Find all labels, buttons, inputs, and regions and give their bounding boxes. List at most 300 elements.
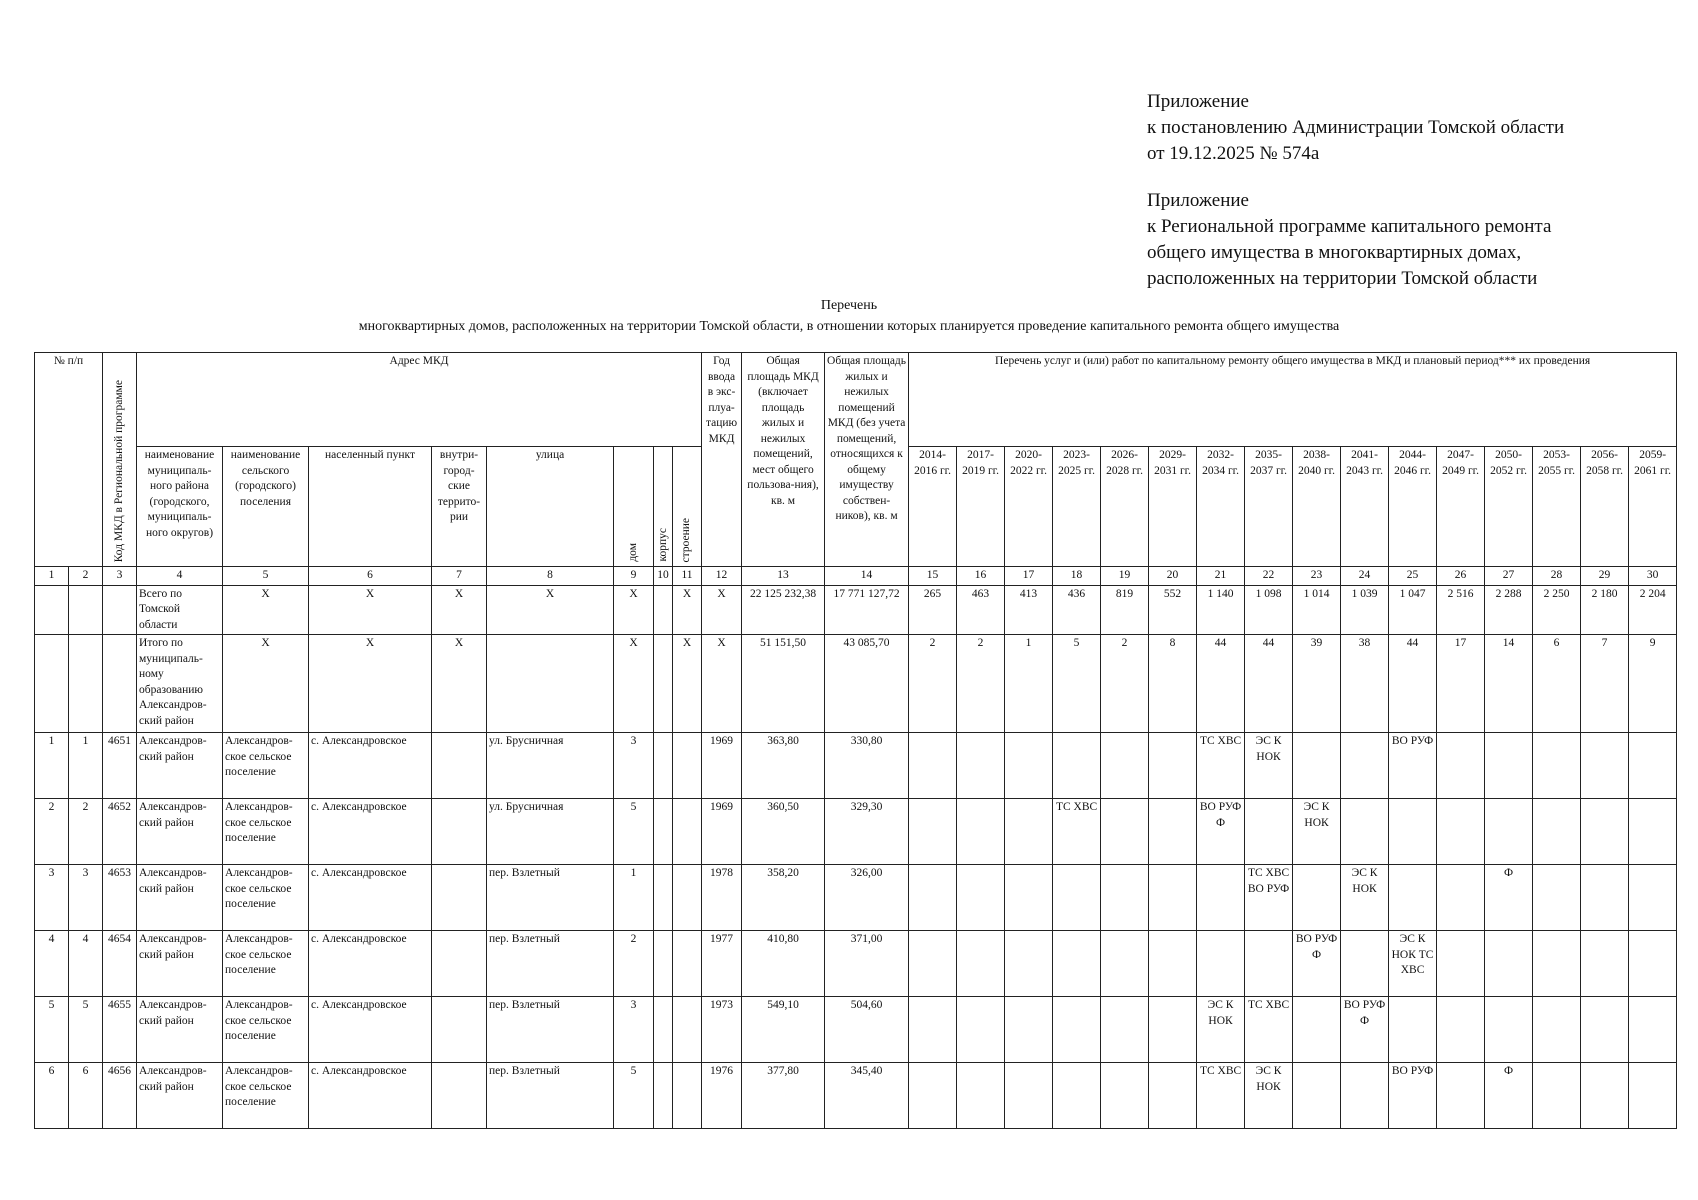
col-header-period: 2050-2052 гг. xyxy=(1485,447,1533,567)
work-types: ЭС К НОК xyxy=(1245,733,1293,799)
building xyxy=(673,733,702,799)
work-types: ЭС К НОК xyxy=(1197,997,1245,1063)
x-mark: X xyxy=(432,635,487,733)
work-types xyxy=(1533,733,1581,799)
col-header-address: Адрес МКД xyxy=(137,353,702,447)
period-count: 413 xyxy=(1005,585,1053,635)
work-types xyxy=(1005,1063,1053,1129)
work-types xyxy=(1533,1063,1581,1129)
col-header-building-text: строение xyxy=(680,517,693,562)
work-types xyxy=(1197,931,1245,997)
col-header-period: 2035-2037 гг. xyxy=(1245,447,1293,567)
work-types xyxy=(957,997,1005,1063)
table-row xyxy=(35,865,1677,931)
house-number: 5 xyxy=(614,799,654,865)
work-types xyxy=(1053,865,1101,931)
col-header-period: 2047-2049 гг. xyxy=(1437,447,1485,567)
work-types xyxy=(1629,865,1677,931)
work-types xyxy=(1581,1063,1629,1129)
period-count: 819 xyxy=(1101,585,1149,635)
area-total: 363,80 xyxy=(742,733,825,799)
work-types: ВО РУФ Ф xyxy=(1197,799,1245,865)
table-cell xyxy=(69,585,103,635)
work-types xyxy=(1533,997,1581,1063)
korpus xyxy=(654,1063,673,1129)
header-line: Приложение xyxy=(1147,91,1249,112)
korpus xyxy=(654,997,673,1063)
area-living: 43 085,70 xyxy=(825,635,909,733)
col-header-area-living: Общая площадь жилых и нежилых помещений МКД (без учета помещений, относящихся к общему имуществу собствен-ников), кв. м xyxy=(825,353,909,567)
municipality: Александров-ский район xyxy=(137,865,223,931)
work-types xyxy=(1389,799,1437,865)
column-number: 7 xyxy=(432,567,487,586)
header-line: Приложение xyxy=(1147,190,1249,211)
header-line: к постановлению Администрации Томской области xyxy=(1147,117,1565,138)
column-number: 27 xyxy=(1485,567,1533,586)
street: пер. Взлетный xyxy=(487,997,614,1063)
settlement: Александров-ское сельское поселение xyxy=(223,997,309,1063)
period-count: 2 204 xyxy=(1629,585,1677,635)
period-count: 1 xyxy=(1005,635,1053,733)
work-types xyxy=(1533,799,1581,865)
work-types: ЭС К НОК xyxy=(1245,1063,1293,1129)
col-header-period: 2059-2061 гг. xyxy=(1629,447,1677,567)
col-header-period: 2056-2058 гг. xyxy=(1581,447,1629,567)
work-types xyxy=(1629,1063,1677,1129)
col-header-period: 2041-2043 гг. xyxy=(1341,447,1389,567)
locality: с. Александровское xyxy=(309,799,432,865)
settlement: Александров-ское сельское поселение xyxy=(223,931,309,997)
header-line: расположенных на территории Томской области xyxy=(1147,268,1538,289)
col-header-period: 2044-2046 гг. xyxy=(1389,447,1437,567)
area-living: 330,80 xyxy=(825,733,909,799)
area-total: 410,80 xyxy=(742,931,825,997)
period-count: 1 098 xyxy=(1245,585,1293,635)
work-types xyxy=(1437,1063,1485,1129)
column-number: 17 xyxy=(1005,567,1053,586)
col-header-house xyxy=(614,447,654,567)
column-number: 26 xyxy=(1437,567,1485,586)
municipality: Александров-ский район xyxy=(137,799,223,865)
period-count: 265 xyxy=(909,585,957,635)
intracity-territory xyxy=(432,865,487,931)
work-types xyxy=(1149,997,1197,1063)
work-types xyxy=(1197,865,1245,931)
period-count: 14 xyxy=(1485,635,1533,733)
col-header-korpus-text: корпус xyxy=(657,528,670,562)
work-types xyxy=(1341,931,1389,997)
work-types: ТС ХВС xyxy=(1197,1063,1245,1129)
document-title: Перечень xyxy=(820,298,878,313)
street: ул. Брусничная xyxy=(487,799,614,865)
work-types xyxy=(1293,733,1341,799)
work-types xyxy=(957,799,1005,865)
row-label: Итого по муниципаль-ному образованию Александров-ский район xyxy=(137,635,223,733)
area-living: 345,40 xyxy=(825,1063,909,1129)
column-number: 9 xyxy=(614,567,654,586)
column-number: 22 xyxy=(1245,567,1293,586)
area-living: 17 771 127,72 xyxy=(825,585,909,635)
work-types: Ф xyxy=(1485,865,1533,931)
work-types xyxy=(909,733,957,799)
work-types xyxy=(1101,865,1149,931)
x-mark: X xyxy=(223,635,309,733)
work-types xyxy=(1581,931,1629,997)
work-types xyxy=(957,1063,1005,1129)
period-count: 5 xyxy=(1053,635,1101,733)
x-mark: X xyxy=(487,585,614,635)
intracity-territory xyxy=(432,733,487,799)
row-number: 6 xyxy=(35,1063,69,1129)
col-header-house-text: дом xyxy=(626,543,639,562)
header-line: к Региональной программе капитального ремонта xyxy=(1147,216,1552,237)
row-number: 1 xyxy=(69,733,103,799)
col-header-period: 2017-2019 гг. xyxy=(957,447,1005,567)
house-number: 5 xyxy=(614,1063,654,1129)
work-types xyxy=(1101,997,1149,1063)
work-types xyxy=(1101,1063,1149,1129)
work-types xyxy=(1437,931,1485,997)
col-header-num: № п/п xyxy=(35,353,103,567)
korpus xyxy=(654,865,673,931)
work-types xyxy=(909,931,957,997)
work-types xyxy=(1533,865,1581,931)
work-types xyxy=(1101,931,1149,997)
table-cell xyxy=(487,635,614,733)
korpus xyxy=(654,733,673,799)
settlement: Александров-ское сельское поселение xyxy=(223,733,309,799)
work-types xyxy=(1293,1063,1341,1129)
work-types xyxy=(1341,799,1389,865)
period-count: 2 288 xyxy=(1485,585,1533,635)
period-count: 463 xyxy=(957,585,1005,635)
house-code: 4654 xyxy=(103,931,137,997)
house-number: 1 xyxy=(614,865,654,931)
period-count: 2 xyxy=(909,635,957,733)
col-header-locality: населенный пункт xyxy=(309,447,432,567)
col-header-period: 2014-2016 гг. xyxy=(909,447,957,567)
period-count: 436 xyxy=(1053,585,1101,635)
row-number: 4 xyxy=(69,931,103,997)
work-types xyxy=(1149,865,1197,931)
korpus xyxy=(654,799,673,865)
work-types: ТС ХВС xyxy=(1245,997,1293,1063)
table-cell xyxy=(35,585,69,635)
work-types xyxy=(1293,997,1341,1063)
work-types xyxy=(1245,799,1293,865)
building xyxy=(673,1063,702,1129)
row-number: 5 xyxy=(69,997,103,1063)
work-types xyxy=(1437,799,1485,865)
x-mark: X xyxy=(673,635,702,733)
col-header-intracity: внутри-город-ские террито-рии xyxy=(432,447,487,567)
area-living: 329,30 xyxy=(825,799,909,865)
work-types xyxy=(1389,997,1437,1063)
period-count: 44 xyxy=(1389,635,1437,733)
work-types: ВО РУФ xyxy=(1389,1063,1437,1129)
work-types xyxy=(1629,733,1677,799)
table-cell xyxy=(654,635,673,733)
building xyxy=(673,799,702,865)
period-count: 17 xyxy=(1437,635,1485,733)
period-count: 2 250 xyxy=(1533,585,1581,635)
column-number: 21 xyxy=(1197,567,1245,586)
column-number: 11 xyxy=(673,567,702,586)
work-types xyxy=(1005,865,1053,931)
x-mark: X xyxy=(702,585,742,635)
column-number: 2 xyxy=(69,567,103,586)
work-types xyxy=(1053,931,1101,997)
locality: с. Александровское xyxy=(309,733,432,799)
area-total: 549,10 xyxy=(742,997,825,1063)
work-types xyxy=(1005,733,1053,799)
column-number: 24 xyxy=(1341,567,1389,586)
column-number: 3 xyxy=(103,567,137,586)
work-types xyxy=(1149,931,1197,997)
work-types xyxy=(1485,997,1533,1063)
street: пер. Взлетный xyxy=(487,1063,614,1129)
table-row xyxy=(35,733,1677,799)
settlement: Александров-ское сельское поселение xyxy=(223,799,309,865)
x-mark: X xyxy=(673,585,702,635)
col-header-period: 2020-2022 гг. xyxy=(1005,447,1053,567)
work-types: ЭС К НОК ТС ХВС xyxy=(1389,931,1437,997)
x-mark: X xyxy=(223,585,309,635)
period-count: 1 140 xyxy=(1197,585,1245,635)
work-types xyxy=(1101,799,1149,865)
area-living: 371,00 xyxy=(825,931,909,997)
column-number: 16 xyxy=(957,567,1005,586)
column-number: 10 xyxy=(654,567,673,586)
col-header-period: 2038-2040 гг. xyxy=(1293,447,1341,567)
work-types: ЭС К НОК xyxy=(1341,865,1389,931)
x-mark: X xyxy=(614,585,654,635)
work-types xyxy=(909,1063,957,1129)
column-number: 20 xyxy=(1149,567,1197,586)
x-mark: X xyxy=(432,585,487,635)
work-types xyxy=(1053,1063,1101,1129)
building xyxy=(673,865,702,931)
work-types xyxy=(1629,997,1677,1063)
column-number: 23 xyxy=(1293,567,1341,586)
commission-year: 1973 xyxy=(702,997,742,1063)
row-number: 1 xyxy=(35,733,69,799)
work-types xyxy=(1437,865,1485,931)
period-count: 1 047 xyxy=(1389,585,1437,635)
period-count: 44 xyxy=(1245,635,1293,733)
col-header-korpus xyxy=(654,447,673,567)
row-number: 3 xyxy=(69,865,103,931)
work-types xyxy=(1341,1063,1389,1129)
x-mark: X xyxy=(702,635,742,733)
municipality: Александров-ский район xyxy=(137,733,223,799)
work-types: ВО РУФ Ф xyxy=(1341,997,1389,1063)
appendix-header-resolution xyxy=(1147,89,1564,167)
work-types xyxy=(909,865,957,931)
work-types xyxy=(1437,733,1485,799)
intracity-territory xyxy=(432,931,487,997)
row-label: Всего по Томской области xyxy=(137,585,223,635)
column-number: 30 xyxy=(1629,567,1677,586)
column-number: 19 xyxy=(1101,567,1149,586)
column-number: 1 xyxy=(35,567,69,586)
building xyxy=(673,997,702,1063)
work-types xyxy=(1341,733,1389,799)
work-types xyxy=(1485,799,1533,865)
period-count: 1 039 xyxy=(1341,585,1389,635)
header-line: общего имущества в многоквартирных домах, xyxy=(1147,242,1522,263)
commission-year: 1969 xyxy=(702,799,742,865)
header-line: от 19.12.2025 № 574а xyxy=(1147,143,1320,164)
period-count: 2 xyxy=(1101,635,1149,733)
korpus xyxy=(654,931,673,997)
commission-year: 1976 xyxy=(702,1063,742,1129)
period-count: 7 xyxy=(1581,635,1629,733)
street: пер. Взлетный xyxy=(487,931,614,997)
work-types xyxy=(1629,799,1677,865)
table-row xyxy=(35,997,1677,1063)
total-row xyxy=(35,585,1677,635)
building xyxy=(673,931,702,997)
period-count: 38 xyxy=(1341,635,1389,733)
column-number: 25 xyxy=(1389,567,1437,586)
col-header-period: 2029-2031 гг. xyxy=(1149,447,1197,567)
work-types xyxy=(1485,931,1533,997)
commission-year: 1977 xyxy=(702,931,742,997)
row-number: 2 xyxy=(35,799,69,865)
work-types xyxy=(1581,799,1629,865)
work-types: ТС ХВС xyxy=(1053,799,1101,865)
work-types xyxy=(1581,733,1629,799)
work-types: ВО РУФ xyxy=(1389,733,1437,799)
document-subtitle: многоквартирных домов, расположенных на территории Томской области, в отношении которых планируется проведение капитального ремонта общего имущества xyxy=(358,319,1340,334)
table-row xyxy=(35,799,1677,865)
work-types xyxy=(1149,733,1197,799)
work-types: ТС ХВС ВО РУФ xyxy=(1245,865,1293,931)
period-count: 1 014 xyxy=(1293,585,1341,635)
work-types xyxy=(1437,997,1485,1063)
work-types: ЭС К НОК xyxy=(1293,799,1341,865)
work-types xyxy=(909,997,957,1063)
locality: с. Александровское xyxy=(309,931,432,997)
settlement: Александров-ское сельское поселение xyxy=(223,865,309,931)
table-cell xyxy=(103,585,137,635)
street: ул. Брусничная xyxy=(487,733,614,799)
commission-year: 1978 xyxy=(702,865,742,931)
work-types xyxy=(1389,865,1437,931)
period-count: 8 xyxy=(1149,635,1197,733)
intracity-territory xyxy=(432,997,487,1063)
row-number: 2 xyxy=(69,799,103,865)
intracity-territory xyxy=(432,1063,487,1129)
column-number: 18 xyxy=(1053,567,1101,586)
col-header-period: 2026-2028 гг. xyxy=(1101,447,1149,567)
intracity-territory xyxy=(432,799,487,865)
column-number: 14 xyxy=(825,567,909,586)
appendix-header-program xyxy=(1147,188,1551,292)
municipality: Александров-ский район xyxy=(137,931,223,997)
col-header-code xyxy=(103,353,137,567)
work-types xyxy=(1293,865,1341,931)
row-number: 3 xyxy=(35,865,69,931)
settlement: Александров-ское сельское поселение xyxy=(223,1063,309,1129)
house-code: 4651 xyxy=(103,733,137,799)
column-number: 8 xyxy=(487,567,614,586)
column-number: 4 xyxy=(137,567,223,586)
work-types xyxy=(1053,997,1101,1063)
col-header-year: Год ввода в экс-плуа-тацию МКД xyxy=(702,353,742,567)
work-types xyxy=(909,799,957,865)
house-code: 4656 xyxy=(103,1063,137,1129)
work-types xyxy=(1581,865,1629,931)
row-number: 6 xyxy=(69,1063,103,1129)
work-types xyxy=(1053,733,1101,799)
municipality: Александров-ский район xyxy=(137,997,223,1063)
column-number: 29 xyxy=(1581,567,1629,586)
work-types xyxy=(1005,997,1053,1063)
table-cell xyxy=(654,585,673,635)
work-types xyxy=(1101,733,1149,799)
work-types xyxy=(1629,931,1677,997)
col-header-period: 2032-2034 гг. xyxy=(1197,447,1245,567)
houses-table xyxy=(34,352,1677,1129)
area-living: 326,00 xyxy=(825,865,909,931)
locality: с. Александровское xyxy=(309,997,432,1063)
work-types: Ф xyxy=(1485,1063,1533,1129)
house-code: 4652 xyxy=(103,799,137,865)
row-number: 4 xyxy=(35,931,69,997)
house-number: 3 xyxy=(614,733,654,799)
street: пер. Взлетный xyxy=(487,865,614,931)
period-count: 2 xyxy=(957,635,1005,733)
area-total: 358,20 xyxy=(742,865,825,931)
col-header-period: 2023-2025 гг. xyxy=(1053,447,1101,567)
period-count: 39 xyxy=(1293,635,1341,733)
municipality: Александров-ский район xyxy=(137,1063,223,1129)
area-total: 51 151,50 xyxy=(742,635,825,733)
column-number: 15 xyxy=(909,567,957,586)
work-types xyxy=(1005,931,1053,997)
work-types xyxy=(1533,931,1581,997)
col-header-code-text: Код МКД в Региональной программе xyxy=(112,379,125,562)
table-row xyxy=(35,931,1677,997)
subtotal-row xyxy=(35,635,1677,733)
column-number: 13 xyxy=(742,567,825,586)
locality: с. Александровское xyxy=(309,865,432,931)
work-types: ТС ХВС xyxy=(1197,733,1245,799)
col-header-street: улица xyxy=(487,447,614,567)
house-number: 3 xyxy=(614,997,654,1063)
column-number: 6 xyxy=(309,567,432,586)
column-numbers-row xyxy=(35,567,1677,586)
period-count: 6 xyxy=(1533,635,1581,733)
work-types xyxy=(1149,1063,1197,1129)
work-types: ВО РУФ Ф xyxy=(1293,931,1341,997)
period-count: 2 180 xyxy=(1581,585,1629,635)
house-code: 4653 xyxy=(103,865,137,931)
work-types xyxy=(957,865,1005,931)
work-types xyxy=(957,733,1005,799)
work-types xyxy=(1245,931,1293,997)
table-cell xyxy=(69,635,103,733)
area-total: 22 125 232,38 xyxy=(742,585,825,635)
area-living: 504,60 xyxy=(825,997,909,1063)
house-code: 4655 xyxy=(103,997,137,1063)
work-types xyxy=(1005,799,1053,865)
column-number: 28 xyxy=(1533,567,1581,586)
period-count: 9 xyxy=(1629,635,1677,733)
work-types xyxy=(957,931,1005,997)
